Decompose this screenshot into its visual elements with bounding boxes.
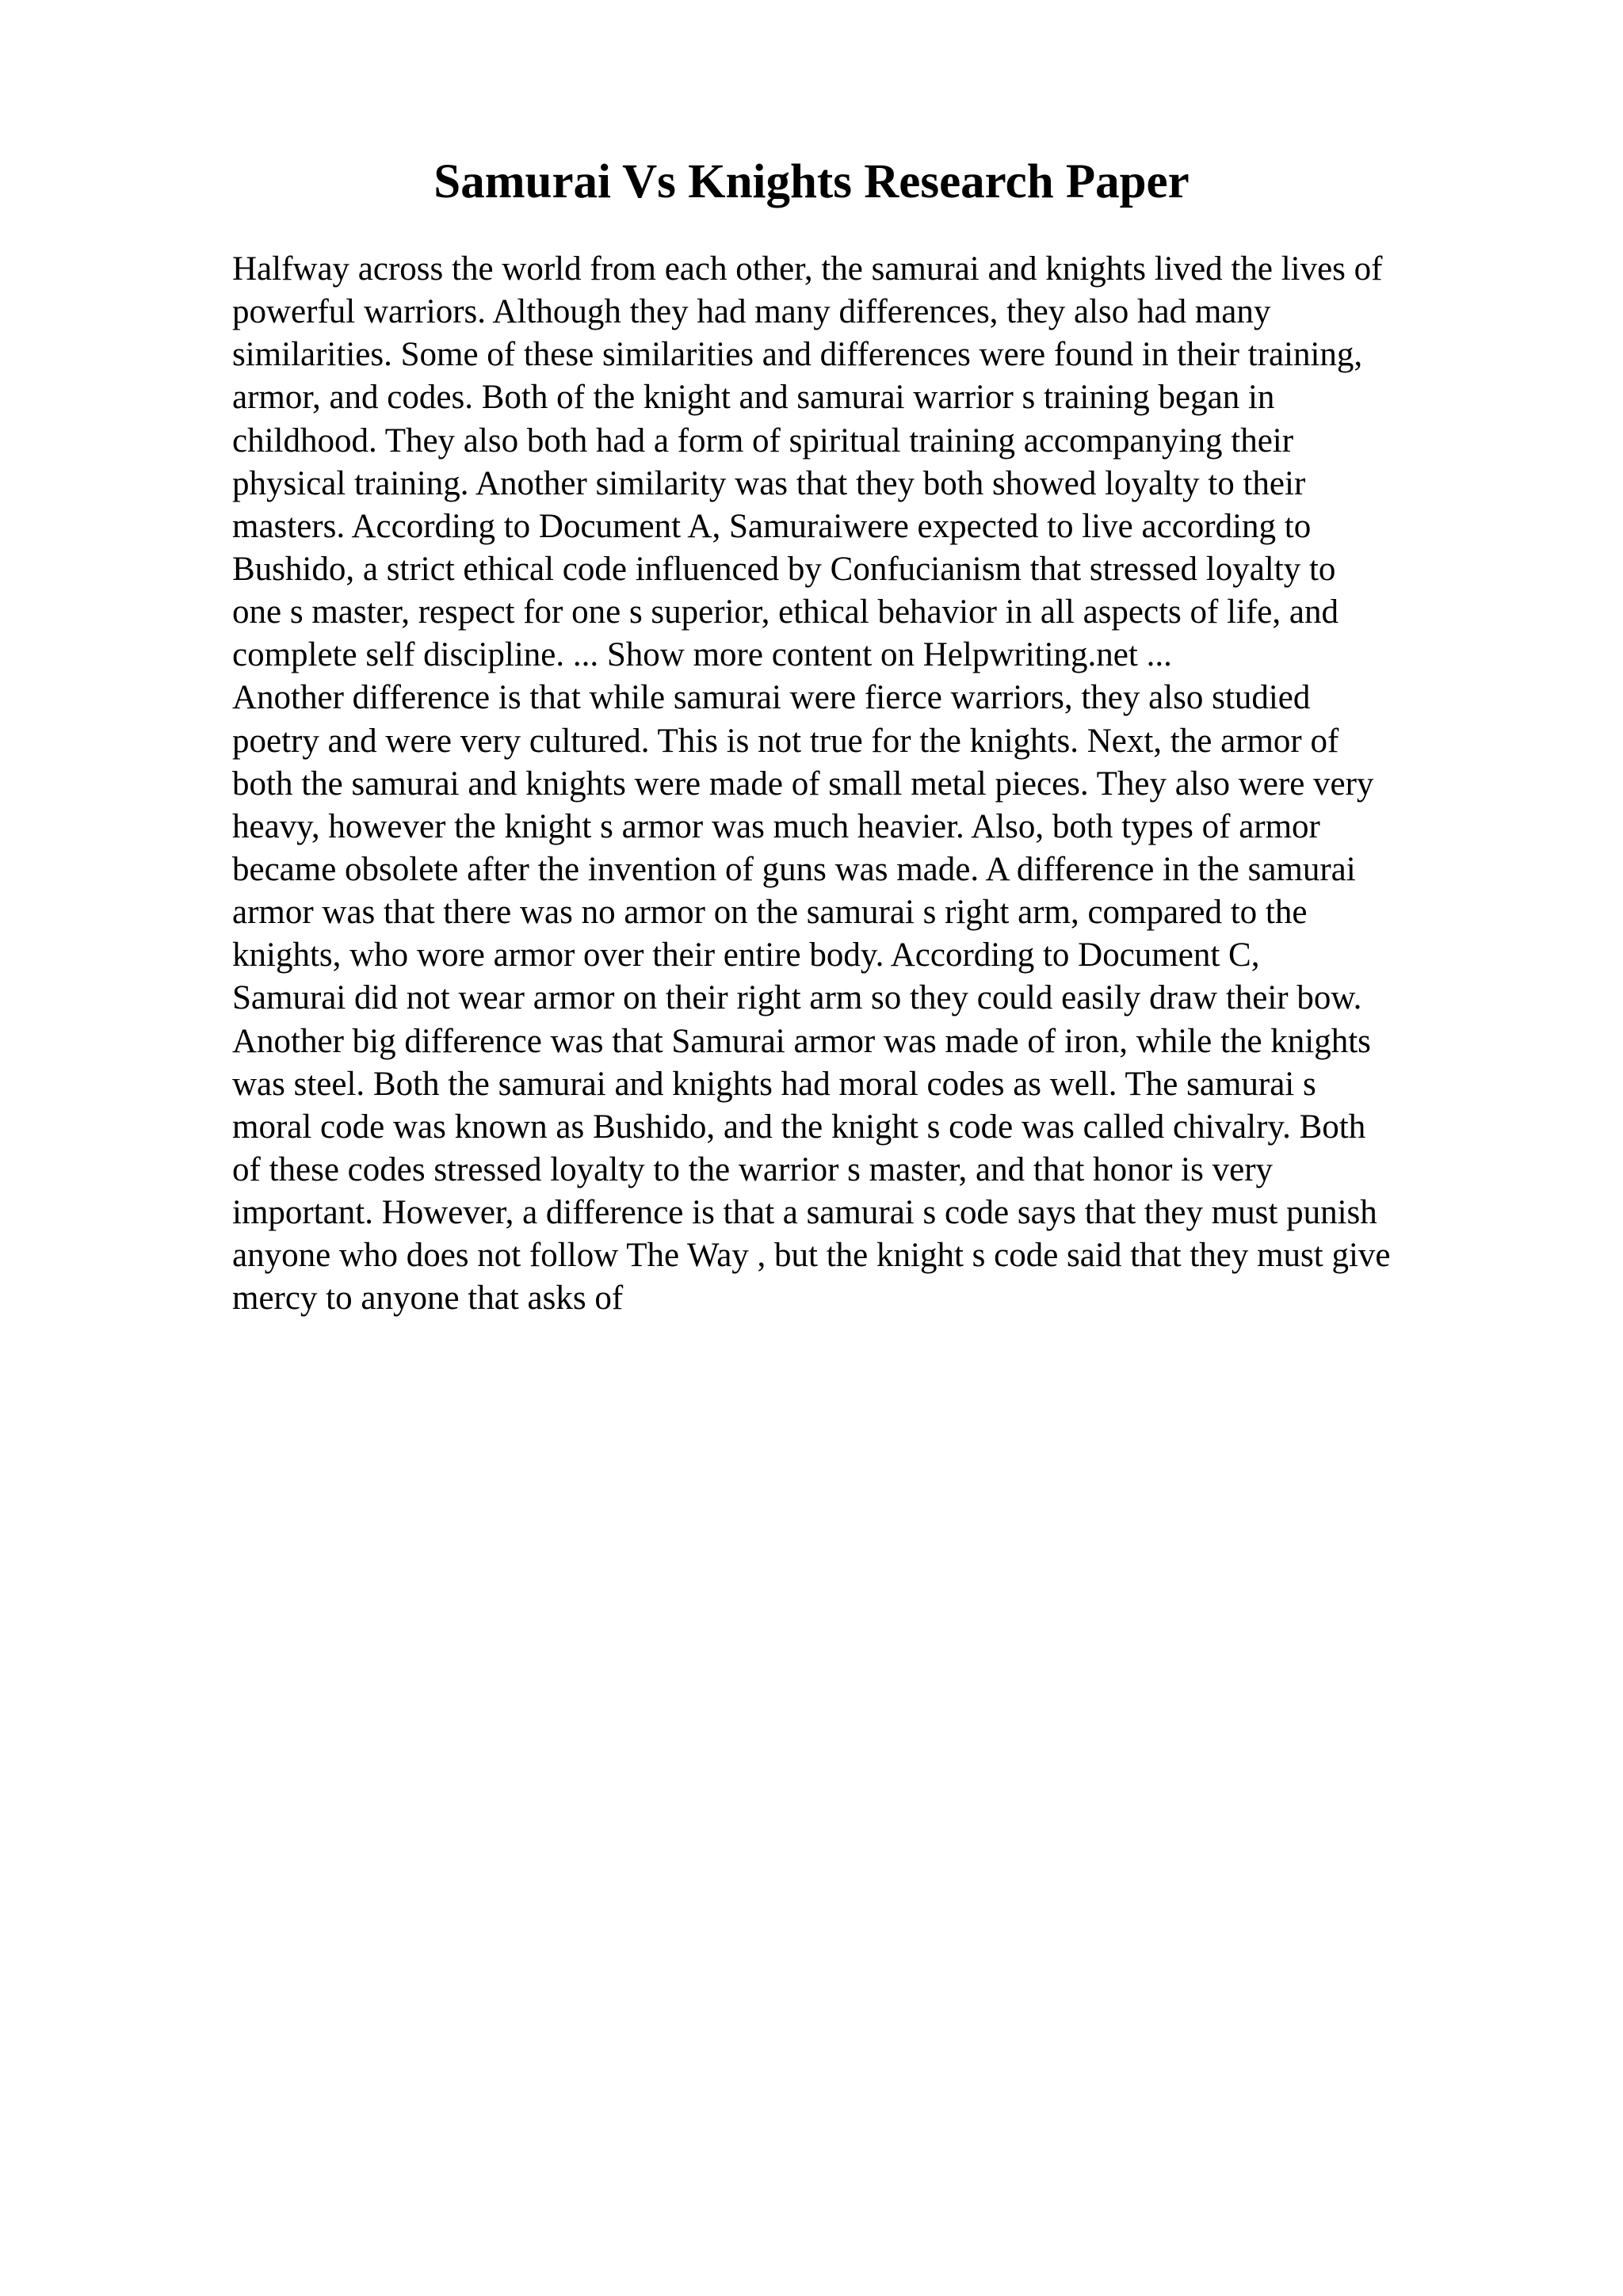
body-text xyxy=(232,248,1500,1321)
text-line-20: was steel. Both the samurai and knights had moral codes as well. The samurai s xyxy=(232,1065,1316,1103)
text-line-15: became obsolete after the invention of guns was made. A difference in the samurai xyxy=(232,850,1356,888)
text-line-3: similarities. Some of these similarities and differences were found in their training, xyxy=(232,336,1363,374)
text-line-24: anyone who does not follow The Way , but the knight s code said that they must give xyxy=(232,1237,1391,1275)
text-line-14: heavy, however the knight s armor was much heavier. Also, both types of armor xyxy=(232,807,1320,845)
text-line-9: one s master, respect for one s superior, ethical behavior in all aspects of life, and xyxy=(232,593,1338,631)
text-line-10: complete self discipline. ... Show more content on Helpwriting.net ... xyxy=(232,636,1172,674)
page-title: Samurai Vs Knights Research Paper xyxy=(433,155,1190,208)
text-line-23: important. However, a difference is that a samurai s code says that they must punish xyxy=(232,1194,1377,1232)
text-line-22: of these codes stressed loyalty to the warrior s master, and that honor is very xyxy=(232,1150,1274,1188)
text-line-6: physical training. Another similarity was that they both showed loyalty to their xyxy=(232,464,1306,502)
text-line-1: Halfway across the world from each other, the samurai and knights lived the lives of xyxy=(232,250,1383,288)
text-line-11: Another difference is that while samurai were fierce warriors, they also studied xyxy=(232,679,1311,717)
text-line-19: Another big difference was that Samurai armor was made of iron, while the knights xyxy=(232,1022,1371,1060)
text-line-5: childhood. They also both had a form of spiritual training accompanying their xyxy=(232,421,1294,460)
text-line-25: mercy to anyone that asks of xyxy=(232,1280,624,1318)
text-line-7: masters. According to Document A, Samuraiwere expected to live according to xyxy=(232,507,1312,545)
text-line-13: both the samurai and knights were made of small metal pieces. They also were very xyxy=(232,765,1374,803)
text-line-4: armor, and codes. Both of the knight and samurai warrior s training began in xyxy=(232,379,1275,417)
text-line-8: Bushido, a strict ethical code influenced by Confucianism that stressed loyalty to xyxy=(232,550,1336,588)
text-line-18: Samurai did not wear armor on their right arm so they could easily draw their bow. xyxy=(232,979,1362,1017)
text-line-16: armor was that there was no armor on the samurai s right arm, compared to the xyxy=(232,894,1308,932)
text-line-2: powerful warriors. Although they had many differences, they also had many xyxy=(232,293,1271,331)
text-line-21: moral code was known as Bushido, and the knight s code was called chivalry. Both xyxy=(232,1108,1366,1146)
text-line-17: knights, who wore armor over their entire body. According to Document C, xyxy=(232,936,1260,974)
text-line-12: poetry and were very cultured. This is not true for the knights. Next, the armor of xyxy=(232,722,1339,760)
